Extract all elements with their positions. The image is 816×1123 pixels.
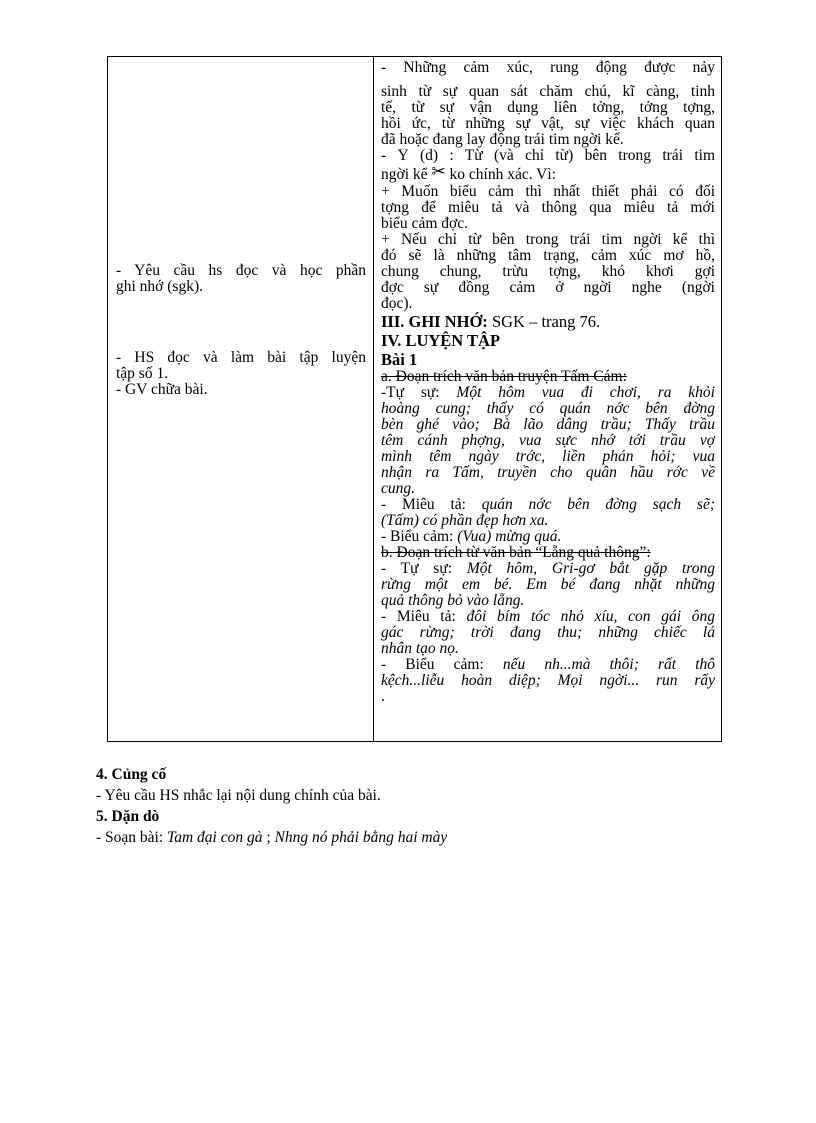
text-line: đọc). — [381, 296, 413, 312]
text-line: - Những cảm xúc, rung động được nảy — [381, 60, 715, 76]
text-line: đã hoặc đang lay động trái tim ngời kể. — [381, 132, 624, 148]
section-heading: 5. Dặn dò — [96, 808, 160, 825]
subheading: a. Đoạn trích văn bản truyện Tấm Cám: — [381, 369, 627, 385]
content-column — [381, 60, 715, 705]
text-line — [381, 385, 715, 401]
example-text: kệch...liễu hoàn diệp; Mọi ngời... run rẩy — [381, 673, 715, 689]
text-line: - GV chữa bài. — [116, 382, 208, 398]
example-text: nhận ra Tấm, truyền cho quân hầu rớc về — [381, 465, 715, 481]
label: - Miêu tả: — [381, 497, 482, 513]
text-line: hồi ức, từ những sự vật, sự việc khách quan — [381, 116, 715, 132]
text-line — [381, 497, 715, 513]
text-line — [381, 529, 715, 545]
text-line: đợc sự đồng cảm ở ngời nghe (ngời — [381, 280, 715, 296]
scissors-icon: ✂ — [431, 164, 446, 181]
text-line — [381, 657, 715, 673]
text-fragment: ko chính xác. Vì: — [449, 166, 556, 183]
example-text: cung. — [381, 481, 416, 497]
example-text: nếu nh...mà thôi; rất thô — [502, 657, 715, 673]
example-text: nhân tạo nọ. — [381, 641, 459, 657]
text-fragment: ngời kể — [381, 166, 428, 183]
lesson-table — [107, 56, 722, 742]
example-text: quả thông bỏ vào lẵng. — [381, 593, 525, 609]
example-text: gác rừng; trời đang thu; những chiếc lá — [381, 625, 715, 641]
example-text: đôi bím tóc nhỏ xíu, con gái ông — [466, 609, 715, 625]
text-line: đó sẽ là những tâm trạng, cảm xúc mơ hồ, — [381, 248, 715, 264]
teacher-activity-block-1 — [116, 263, 366, 295]
text-line: . — [381, 689, 385, 705]
example-text: têm cánh phợng, vua sực nhớ tới trầu vợ — [381, 433, 715, 449]
example-text: (Vua) mừng quá. — [457, 529, 562, 545]
example-text: mình têm ngày trớc, liền phán hỏi; vua — [381, 449, 715, 465]
text-line — [381, 609, 715, 625]
lesson-title: Tam đại con gà — [167, 829, 263, 846]
text-line: - Yêu cầu hs đọc và học phần — [116, 263, 366, 279]
separator: ; — [262, 829, 275, 846]
teacher-activity-block-2 — [116, 350, 366, 398]
section-heading: 4. Củng cố — [96, 766, 167, 783]
text-line: - Ý (d) : Từ (và chỉ từ) bên trong trái tim — [381, 148, 715, 164]
label: - Miêu tả: — [381, 609, 467, 625]
label: - Biểu cảm: — [381, 529, 458, 545]
text-line: - Yêu cầu HS nhắc lại nội dung chính của bài. — [96, 787, 381, 804]
example-text: (Tấm) có phần đẹp hơn xa. — [381, 513, 549, 529]
section-heading: IV. LUYỆN TẬP — [381, 331, 501, 350]
example-text: Một hôm vua đi chơi, ra khỏi — [456, 385, 715, 401]
text-line: sinh từ sự quan sát chăm chú, kĩ càng, tinh — [381, 84, 715, 100]
section-heading: III. GHI NHỚ: — [381, 312, 488, 331]
label: -Tự sự: — [381, 385, 457, 401]
text-line: + Muốn biểu cảm thì nhất thiết phải có đối — [381, 184, 715, 200]
ghi-nho-line — [381, 312, 715, 331]
cung-co-section — [96, 764, 381, 806]
example-text: Một hôm, Gri-gơ bắt gặp trong — [466, 561, 715, 577]
text-line: + Nếu chỉ từ bên trong trái tim ngời kể thì — [381, 232, 715, 248]
text-line: chung chung, trừu tợng, khó khơi gợi — [381, 264, 715, 280]
text-line: tập số 1. — [116, 366, 169, 382]
example-text: quán nớc bên đờng sạch sẽ; — [481, 497, 715, 513]
example-text: rừng một em bé. Em bé đang nhặt những — [381, 577, 715, 593]
text-line: - HS đọc và làm bài tập luyện — [116, 350, 366, 366]
label: - Tự sự: — [381, 561, 467, 577]
text-line — [381, 561, 715, 577]
text-line — [96, 827, 447, 848]
label: - Soạn bài: — [96, 829, 168, 846]
example-text: hoàng cung; thấy có quán nớc bên đờng — [381, 401, 715, 417]
dan-do-section — [96, 806, 447, 848]
exercise-heading: Bài 1 — [381, 350, 418, 369]
text-line — [381, 164, 715, 184]
lesson-title: Nhng nó phải bằng hai mày — [274, 829, 448, 846]
example-text: bèn ghé vào; Bà lão dâng trầu; Thấy trầu — [381, 417, 715, 433]
label: - Biểu cảm: — [381, 657, 503, 673]
text-line: ghi nhớ (sgk). — [116, 279, 203, 295]
text-line: biểu cảm đợc. — [381, 216, 468, 232]
subheading: b. Đoạn trích từ văn bản “Lẵng quả thông”: — [381, 545, 651, 561]
text-line: tế, từ sự vận dụng liên tởng, tởng tợng, — [381, 100, 715, 116]
column-divider — [373, 57, 374, 741]
text-line: tợng để miêu tả và thông qua miêu tả mới — [381, 200, 715, 216]
ghi-nho-value: SGK – trang 76. — [487, 312, 601, 331]
